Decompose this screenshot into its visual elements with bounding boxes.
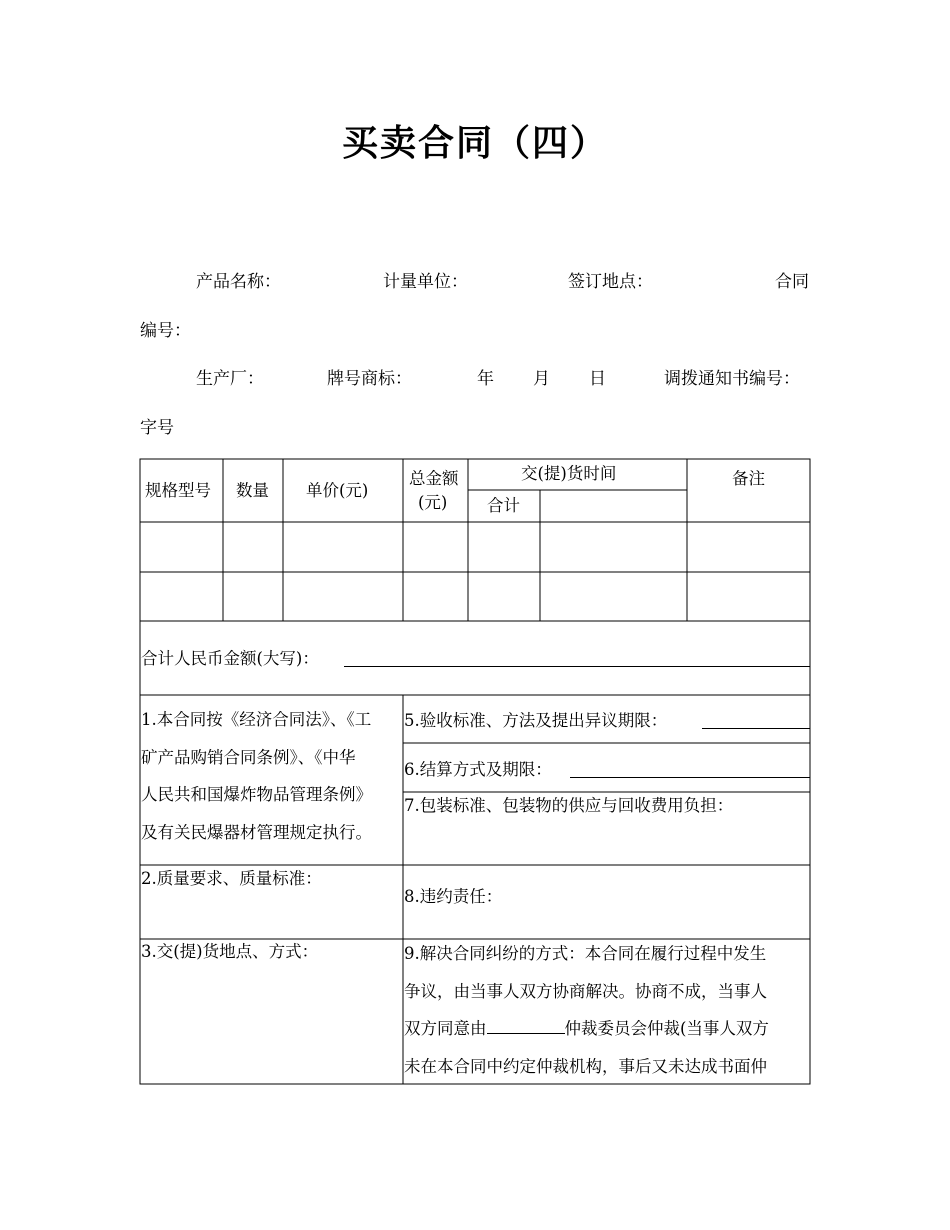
unit-label: 计量单位： xyxy=(383,272,468,292)
clause-1-line: 及有关民爆器材管理规定执行。 xyxy=(141,822,372,842)
header-spec-model: 规格型号 xyxy=(145,481,211,500)
clause-9-line: 未在本合同中约定仲裁机构，事后又未达成书面仲 xyxy=(404,1056,767,1076)
clause-1 xyxy=(141,701,372,851)
arbitration-commission-blank xyxy=(487,1015,565,1034)
header-remarks: 备注 xyxy=(732,469,765,488)
header-subtotal: 合计 xyxy=(487,496,520,515)
clause-9-line: 争议，由当事人双方协商解决。协商不成，当事人 xyxy=(404,981,767,1001)
clause-8: 8.违约责任： xyxy=(404,887,503,906)
document-title: 买卖合同（四） xyxy=(341,123,608,164)
header-total-amount-unit: (元) xyxy=(418,493,448,512)
clause-9-line xyxy=(404,1010,769,1048)
total-rmb-blank xyxy=(344,666,810,667)
clause-1-line: 人民共和国爆炸物品管理条例》 xyxy=(141,785,372,804)
product-name-label: 产品名称： xyxy=(196,272,281,292)
brand-label: 牌号商标： xyxy=(327,369,412,389)
clause-1-line: 1.本合同按《经济合同法》、《工 xyxy=(141,710,372,729)
header-quantity: 数量 xyxy=(236,481,269,500)
clause-9-line3-end: 仲裁委员会仲裁(当事人双方 xyxy=(564,1019,769,1038)
clause-5-blank xyxy=(702,728,810,729)
zi-hao-label: 字号 xyxy=(140,418,174,438)
contract-no-label-part1: 合同 xyxy=(775,272,809,292)
signing-place-label: 签订地点： xyxy=(568,272,653,292)
clause-9-line: 9.解决合同纠纷的方式：本合同在履行过程中发生 xyxy=(404,944,767,963)
year-label: 年 xyxy=(477,369,494,389)
clause-9-line3-start: 双方同意由 xyxy=(404,1019,487,1038)
allocation-notice-label: 调拨通知书编号： xyxy=(664,369,800,389)
clause-7: 7.包装标准、包装物的供应与回收费用负担： xyxy=(404,796,734,815)
total-rmb-label: 合计人民币金额(大写)： xyxy=(141,649,319,668)
clause-6-blank xyxy=(570,777,810,778)
clause-5: 5.验收标准、方法及提出异议期限： xyxy=(404,711,668,730)
header-delivery-time: 交(提)货时间 xyxy=(521,464,617,483)
day-label: 日 xyxy=(589,369,606,389)
clause-3: 3.交(提)货地点、方式： xyxy=(141,942,319,961)
header-unit-price: 单价(元) xyxy=(306,481,369,500)
clause-1-line: 矿产品购销合同条例》、《中华 xyxy=(141,747,356,767)
month-label: 月 xyxy=(533,369,550,389)
clause-2: 2.质量要求、质量标准： xyxy=(141,869,322,888)
contract-no-label-part2: 编号： xyxy=(140,321,191,341)
manufacturer-label: 生产厂： xyxy=(196,369,264,389)
clause-6: 6.结算方式及期限： xyxy=(404,760,552,779)
header-total-amount: 总金额 xyxy=(409,469,459,488)
clause-9 xyxy=(404,935,769,1085)
